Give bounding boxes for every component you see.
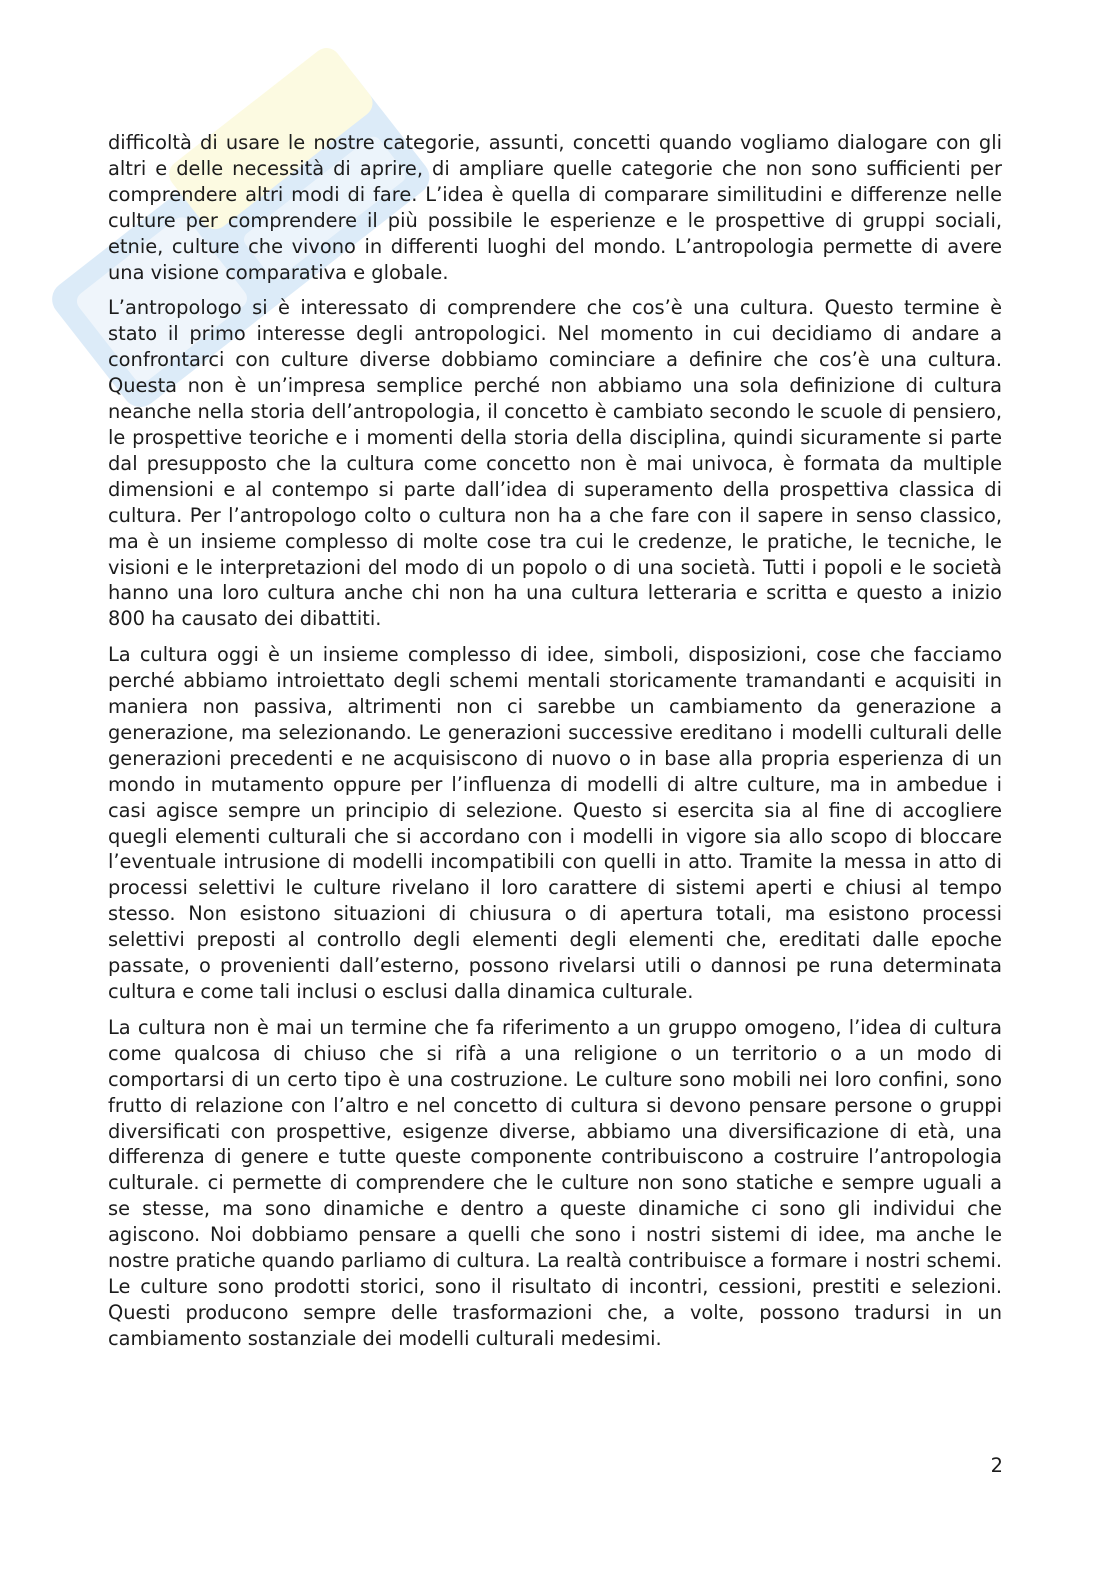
paragraph-4: La cultura non è mai un termine che fa riferimento a un gruppo omogeno, l’idea di cultura come qualcosa di chiuso che si rifà a una religione o un territorio o a un modo di comportarsi di un certo tipo è una costruzione. Le culture sono mobili nei loro confini, sono frutto di relazione con l’altro e nel concetto di cultura si devono pensare persone o gruppi diversificati con prospettive, esigenze diverse, abbiamo una diversificazione di età, una differenza di genere e tutte queste componente contribuiscono a costruire l’antropologia culturale. ci permette di comprendere che le culture non sono statiche e sempre uguali a se stesse, ma sono dinamiche e dentro a queste dinamiche ci sono gli individui che agiscono. Noi dobbiamo pensare a quelli che sono i nostri sistemi di idee, ma anche le nostre pratiche quando parliamo di cultura. La realtà contribuisce a formare i nostri schemi. Le culture sono prodotti storici, sono il risultato di incontri, cessioni, prestiti e selezioni. Questi producono sempre delle trasformazioni che, a volte, possono tradursi in un cambiamento sostanziale dei modelli culturali medesimi. [108,1015,1002,1350]
document-body [108,130,1002,1362]
paragraph-2: L’antropologo si è interessato di comprendere che cos’è una cultura. Questo termine è stato il primo interesse degli antropologici. Nel momento in cui decidiamo di andare a confrontarci con culture diverse dobbiamo cominciare a definire che cos’è una cultura. Questa non è un’impresa semplice perché non abbiamo una sola definizione di cultura neanche nella storia dell’antropologia, il concetto è cambiato secondo le scuole di pensiero, le prospettive teoriche e i momenti della storia della disciplina, quindi sicuramente si parte dal presupposto che la cultura come concetto non è mai univoca, è formata da multiple dimensioni e al contempo si parte dall’idea di superamento della prospettiva classica di cultura. Per l’antropologo colto o cultura non ha a che fare con il sapere in senso classico, ma è un insieme complesso di molte cose tra cui le credenze, le pratiche, le tecniche, le visioni e le interpretazioni del modo di un popolo o di una società. Tutti i popoli e le società hanno una loro cultura anche chi non ha una cultura letteraria e scritta e questo a inizio 800 ha causato dei dibattiti. [108,296,1002,631]
paragraph-3: La cultura oggi è un insieme complesso di idee, simboli, disposizioni, cose che facciamo perché abbiamo introiettato degli schemi mentali storicamente tramandanti e acquisiti in maniera non passiva, altrimenti non ci sarebbe un cambiamento da generazione a generazione, ma selezionando. Le generazioni successive ereditano i modelli culturali delle generazioni precedenti e ne acquisiscono di nuovo o in base alla propria esperienza di un mondo in mutamento oppure per l’influenza di modelli di altre culture, ma in ambedue i casi agisce sempre un principio di selezione. Questo si esercita sia al fine di accogliere quegli elementi culturali che si accordano con i modelli in vigore sia allo scopo di bloccare l’eventuale intrusione di modelli incompatibili con quelli in atto. Tramite la messa in atto di processi selettivi le culture rivelano il loro carattere di sistemi aperti e chiusi al tempo stesso. Non esistono situazioni di chiusura o di apertura totali, ma esistono processi selettivi preposti al controllo degli elementi degli elementi che, ereditati dalle epoche passate, o provenienti dall’esterno, possono rivelarsi utili o dannosi pe runa determinata cultura e come tali inclusi o esclusi dalla dinamica culturale. [108,643,1002,1003]
paragraph-1: difficoltà di usare le nostre categorie, assunti, concetti quando vogliamo dialogare con gli altri e delle necessità di aprire, di ampliare quelle categorie che non sono sufficienti per comprendere altri modi di fare. L’idea è quella di comparare similitudini e differenze nelle culture per comprendere il più possibile le esperienze e le prospettive di gruppi sociali, etnie, culture che vivono in differenti luoghi del mondo. L’antropologia permette di avere una visione comparativa e globale. [108,131,1002,284]
page-number: 2 [990,1454,1003,1477]
